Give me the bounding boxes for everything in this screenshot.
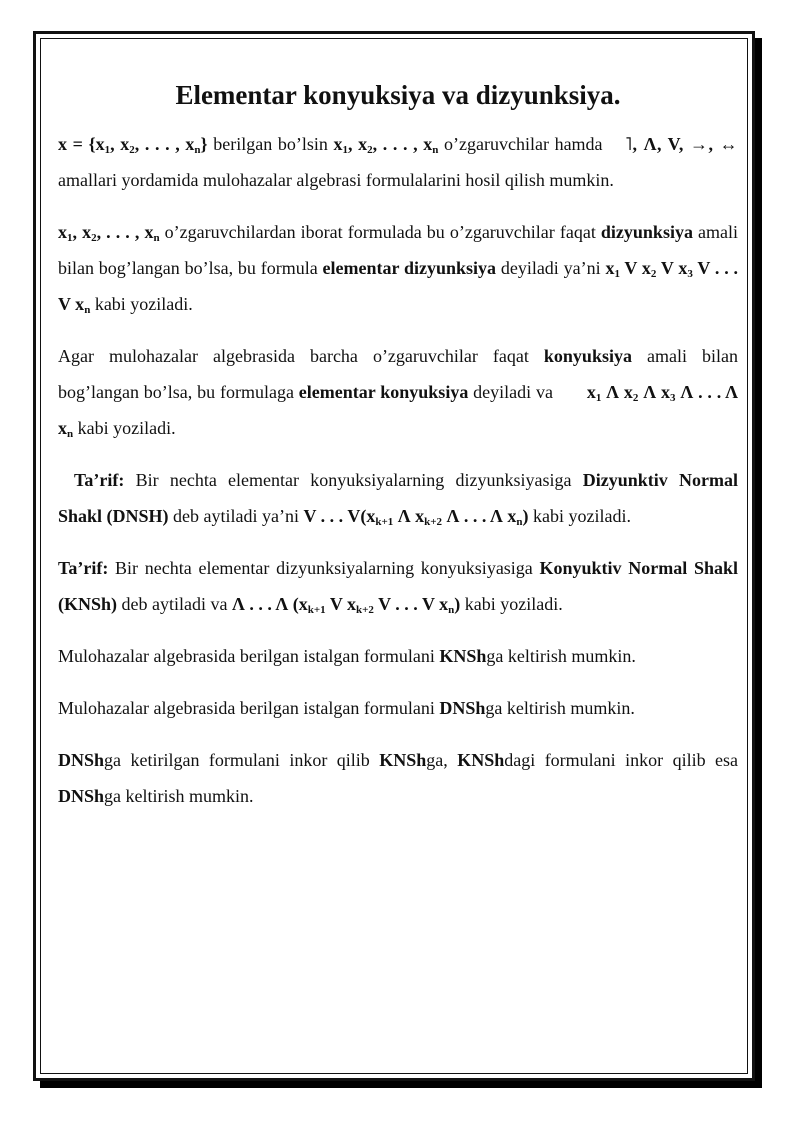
text: kabi yoziladi.: [460, 594, 563, 614]
subscript: k+1: [307, 604, 326, 616]
subscript: n: [194, 144, 201, 156]
subscript: 2: [632, 392, 639, 404]
paragraph-elementary-disjunction: [58, 214, 738, 322]
formula-part: , . . . , x: [96, 222, 154, 242]
formula-part: Λ x: [638, 382, 670, 402]
formula-part: x: [333, 134, 343, 154]
term-dnsh: DNSh: [58, 786, 105, 806]
text: kabi yoziladi.: [528, 506, 631, 526]
operators-part-2: V, →, ↔: [667, 134, 739, 154]
subscript: 3: [687, 268, 693, 280]
subscript: 1: [104, 144, 111, 156]
formula-part: , x: [72, 222, 92, 242]
subscript: k+2: [356, 604, 374, 616]
document-body: [58, 78, 738, 830]
text: Bir nechta elementar konyuksiyalarning dizyunksiyasiga: [124, 470, 583, 490]
formula-part: V x: [325, 594, 357, 614]
subscript: 1: [342, 144, 348, 156]
term-dnsh: Dizyunktiv Normal Shakl (DNSH): [58, 470, 739, 526]
formula-knsh: [232, 594, 460, 614]
formula-part: , x: [110, 134, 130, 154]
term-dnsh: DNSh: [439, 698, 486, 718]
formula-part: x: [605, 258, 615, 278]
formula-part: x = {x: [58, 134, 105, 154]
formula-variables: [333, 134, 438, 154]
formula-part: V x: [619, 258, 651, 278]
formula-part: x: [586, 382, 596, 402]
subscript: n: [448, 604, 455, 616]
formula-part: Λ x: [601, 382, 633, 402]
text: deyiladi va: [468, 382, 558, 402]
term-dizyunksiya: dizyunksiya: [600, 222, 693, 242]
formula-part: ): [454, 594, 461, 614]
text: Agar mulohazalar algebrasida barcha o’zgaruvchilar faqat: [58, 346, 544, 366]
text: o’zgaruvchilar hamda: [438, 134, 609, 154]
text: ga keltirish mumkin.: [104, 786, 254, 806]
subscript: 2: [91, 232, 97, 244]
formula-part: Λ . . . Λ x: [442, 506, 517, 526]
formula-part: V x: [656, 258, 688, 278]
text: kabi yoziladi.: [73, 418, 176, 438]
definition-label: Ta’rif:: [58, 558, 109, 578]
formula-part: V . . . V(x: [303, 506, 376, 526]
text: deyiladi ya’ni: [496, 258, 606, 278]
formula-variables: [58, 222, 160, 242]
text: ga ketirilgan formulani inkor qilib: [104, 750, 380, 770]
paragraph-dnsh-statement: [58, 690, 738, 726]
text: amali bilan bog’langan bo’lsa, bu formula: [58, 222, 739, 278]
subscript: k+2: [424, 516, 443, 528]
formula-part: Λ . . . Λ (x: [231, 594, 308, 614]
text: deb aytiladi va: [117, 594, 232, 614]
term-konyuksiya: konyuksiya: [543, 346, 632, 366]
paragraph-definition-knsh: [58, 550, 738, 622]
subscript: 1: [67, 232, 73, 244]
formula-set-x: [58, 134, 208, 154]
paragraph-elementary-conjunction: [58, 338, 738, 446]
text: kabi yoziladi.: [90, 294, 193, 314]
term-elementar-dizyunksiya: elementar dizyunksiya: [322, 258, 497, 278]
formula-part: , x: [347, 134, 368, 154]
subscript: 1: [614, 268, 620, 280]
formula-part: ): [522, 506, 529, 526]
subscript: 1: [595, 392, 602, 404]
subscript: 2: [129, 144, 135, 156]
text: amali bilan bog’langan bo’lsa, bu formulaga: [58, 346, 738, 402]
term-knsh: KNSh: [379, 750, 427, 770]
subscript: n: [516, 516, 523, 528]
text: Mulohazalar algebrasida berilgan istalgan formulani: [58, 698, 440, 718]
paragraph-conversion: [58, 742, 738, 814]
subscript: n: [84, 304, 91, 316]
text: ga keltirish mumkin.: [486, 646, 636, 666]
paragraph-variables: [58, 126, 738, 198]
text: berilgan bo’lsin: [207, 134, 334, 154]
formula-part: V . . . V x: [58, 258, 739, 314]
definition-label: Ta’rif:: [74, 470, 125, 490]
term-knsh: KNSh: [439, 646, 487, 666]
subscript: n: [432, 144, 439, 156]
paragraph-knsh-statement: [58, 638, 738, 674]
paragraph-definition-dnsh: [58, 462, 738, 534]
formula-part: , . . . , x: [134, 134, 195, 154]
text: ga,: [426, 750, 458, 770]
text: Bir nechta elementar dizyunksiyalarning konyuksiyasiga: [108, 558, 540, 578]
formula-part: Λ . . . Λ x: [58, 382, 738, 438]
text: ga keltirish mumkin.: [485, 698, 635, 718]
subscript: n: [67, 428, 74, 440]
subscript: n: [153, 232, 160, 244]
formula-part: Λ x: [393, 506, 425, 526]
term-elementar-konyuksiya: elementar konyuksiya: [298, 382, 469, 402]
operators-part-1: ˥, Λ,: [625, 134, 662, 154]
subscript: 2: [650, 268, 657, 280]
text: deb aytiladi ya’ni: [168, 506, 304, 526]
term-dnsh: DNSh: [58, 750, 105, 770]
term-knsh: KNSh: [457, 750, 505, 770]
formula-part: V . . . V x: [373, 594, 449, 614]
formula-part: x: [58, 222, 67, 242]
subscript: k+1: [375, 516, 394, 528]
text: o’zgaruvchilardan iborat formulada bu o’zgaruvchilar faqat: [159, 222, 601, 242]
page-title: Elementar konyuksiya va dizyunksiya.: [175, 80, 621, 110]
text: amallari yordamida mulohazalar algebrasi formulalarini hosil qilish mumkin.: [58, 170, 614, 190]
formula-part: }: [200, 134, 208, 154]
text: dagi formulani inkor qilib esa: [504, 750, 739, 770]
text: Mulohazalar algebrasida berilgan istalgan formulani: [58, 646, 440, 666]
subscript: 3: [670, 392, 676, 404]
formula-part: , . . . , x: [372, 134, 433, 154]
subscript: 2: [367, 144, 373, 156]
term-knsh: Konyuktiv Normal Shakl (KNSh): [58, 558, 738, 614]
formula-dnsh: [304, 506, 529, 526]
